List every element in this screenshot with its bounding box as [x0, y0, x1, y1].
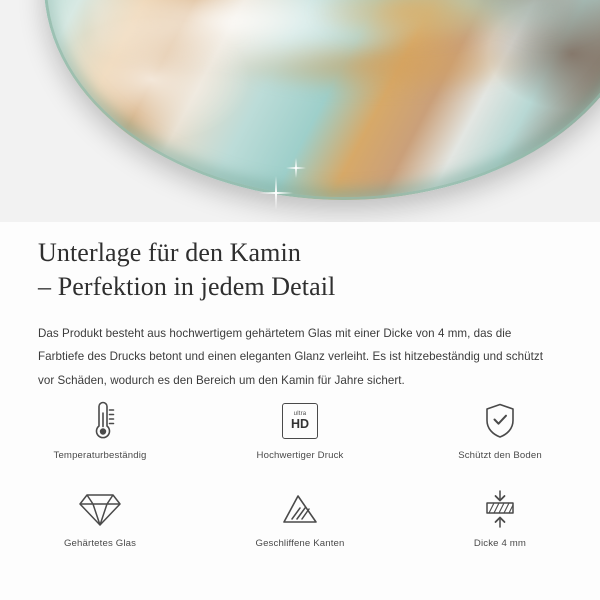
feature-item-polished-edges: [200, 486, 400, 570]
feature-label: Schützt den Boden: [458, 450, 542, 461]
feature-item-thickness: [400, 486, 600, 570]
feature-grid: [0, 398, 600, 570]
feature-label: Hochwertiger Druck: [256, 450, 344, 461]
badge-top-text: ultra: [293, 411, 307, 418]
glass-edge-highlight: [44, 0, 600, 200]
page-title: [0, 222, 600, 304]
feature-item-tempered-glass: [0, 486, 200, 570]
feature-label: Geschliffene Kanten: [255, 538, 345, 549]
thermometer-icon: [81, 398, 119, 444]
badge-bottom-text: HD: [290, 417, 310, 432]
feature-item-temperature: [0, 398, 200, 482]
glass-plate-graphic: [44, 0, 600, 200]
feature-item-floor-protection: [400, 398, 600, 482]
feature-label: Temperaturbeständig: [53, 450, 147, 461]
feature-label: Gehärtetes Glas: [63, 538, 137, 549]
ultra-hd-badge-icon: [282, 398, 318, 444]
polished-edges-icon: [280, 486, 320, 532]
shield-check-icon: [481, 398, 519, 444]
page-title-line-2: – Perfektion in jedem Detail: [38, 271, 336, 301]
feature-item-print-quality: [200, 398, 400, 482]
hero-image: [0, 0, 600, 222]
thickness-arrows-icon: [480, 486, 520, 532]
page-title-line-1: Unterlage für den Kamin: [38, 238, 301, 267]
text-content: [0, 222, 600, 393]
diamond-icon: [79, 486, 121, 532]
feature-label: Dicke 4 mm: [473, 538, 527, 549]
description-paragraph: Das Produkt besteht aus hochwertigem gehärtetem Glas mit einer Dicke von 4 mm, das die Farbtiefe des Drucks betont und einen eleganten Glanz verleiht. Es ist hitzebeständig und schützt vor Schäden, wodurch es den Bereich um den Kamin für Jahre sichert.: [38, 326, 543, 388]
